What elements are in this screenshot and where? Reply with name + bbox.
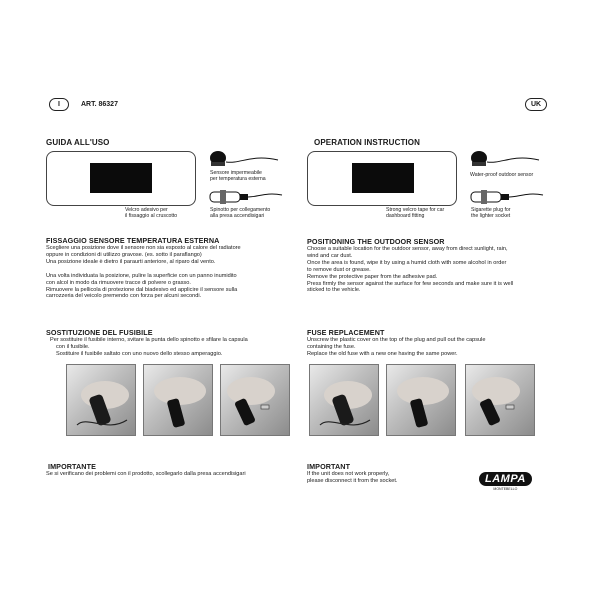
en-fix-line: wind and car dust. — [307, 252, 353, 259]
en-fix-line: Press firmly the sensor against the surface for few seconds and make sure it is well — [307, 280, 514, 287]
en-fix-text — [307, 246, 557, 294]
it-important-title: IMPORTANTE — [48, 462, 96, 471]
lang-italian-label: I — [58, 101, 60, 108]
en-sensor-caption — [470, 172, 533, 178]
it-plug-caption-line: Spinotto per collegamento — [210, 207, 271, 213]
lang-badge-english — [525, 98, 547, 111]
en-velcro-caption — [386, 207, 444, 219]
it-fix-line — [46, 266, 296, 273]
it-fix-text — [46, 245, 296, 300]
hand-photo-icon — [144, 365, 213, 436]
en-velcro-caption-line: dashboard fitting — [386, 213, 425, 220]
en-fuse-photo-2 — [386, 364, 456, 436]
en-fix-line: Remove the protective paper from the adhesive pad. — [307, 273, 438, 280]
hand-photo-icon — [310, 365, 379, 436]
it-fix-line: Una posizione ideale è dietro il paraurti anteriore, al riparo dal vento. — [46, 258, 216, 265]
en-plug-caption-line: the lighter socket — [471, 213, 511, 220]
en-fuse-line: Replace the old fuse with a new one having the same power. — [307, 350, 458, 357]
it-fix-line: oppure in condizioni di utilizzo gravose. (es. sotto il paraflango) — [46, 251, 202, 258]
it-fix-line: carrozzeria del veicolo premendo con forza per alcuni secondi. — [46, 293, 202, 300]
it-fix-line: Una volta individuata la posizione, pulire la superficie con un panno inumidito — [46, 272, 237, 279]
en-fuse-line: Unscrew the plastic cover on the top of the plug and pull out the capsule — [307, 337, 486, 343]
it-velcro-caption-line: il fissaggio al cruscotto — [125, 213, 178, 220]
it-fuse-photo-1 — [66, 364, 136, 436]
en-fix-title: POSITIONING THE OUTDOOR SENSOR — [307, 237, 445, 246]
it-fuse-title: SOSTITUZIONE DEL FUSIBILE — [46, 328, 153, 337]
it-velcro-caption-line: Velcro adesivo per — [125, 207, 168, 213]
en-fuse-photo-3 — [465, 364, 535, 436]
hand-photo-icon — [221, 365, 290, 436]
it-fix-line: con alcol in modo da rimuovere tracce di polvere o grasso. — [46, 279, 191, 286]
hand-photo-icon — [67, 365, 136, 436]
en-important-line: If the unit does not work properly, — [307, 471, 390, 477]
en-fuse-text — [307, 337, 557, 358]
lang-english-label: UK — [530, 101, 542, 108]
it-fix-line: Scegliere una posizione dove il sensore non sia esposto al calore del radiatore — [46, 245, 241, 251]
en-sensor-caption-line: Water-proof outdoor sensor — [470, 172, 534, 178]
en-fuse-photo-1 — [309, 364, 379, 436]
it-sensor-caption — [210, 170, 266, 182]
en-fix-line: sticked to the vehicle. — [307, 287, 361, 294]
it-sensor-caption-line: per temperatura esterna — [210, 176, 266, 183]
it-fix-title: FISSAGGIO SENSORE TEMPERATURA ESTERNA — [46, 236, 220, 245]
it-plug-caption-line: alla presa accendisigari — [210, 213, 265, 220]
en-plug-icon — [467, 186, 547, 208]
en-fuse-line: containing the fuse. — [307, 343, 356, 350]
en-velcro-caption-line: Strong velcro tape for car — [386, 207, 445, 213]
hand-photo-icon — [387, 365, 456, 436]
en-important-title: IMPORTANT — [307, 462, 351, 471]
it-fuse-line: con il fusibile. — [56, 343, 90, 350]
it-sensor-icon — [206, 148, 286, 172]
en-fix-line: to remove dust or grease. — [307, 266, 371, 273]
it-sensor-caption-line: Sensore impermeabile — [210, 170, 262, 176]
it-fuse-photo-2 — [143, 364, 213, 436]
lang-badge-italian — [49, 98, 69, 111]
lampa-logo-text: LAMPA — [479, 472, 532, 486]
en-device-screen — [352, 163, 414, 193]
it-plug-caption — [210, 207, 270, 219]
lampa-logo — [479, 472, 532, 491]
it-fuse-photo-3 — [220, 364, 290, 436]
en-important-line: please disconnect it from the socket. — [307, 477, 398, 484]
it-guide-title: GUIDA ALL'USO — [46, 138, 110, 147]
lampa-logo-tagline: MONTEBELLO — [493, 487, 518, 491]
it-velcro-caption — [125, 207, 177, 219]
it-device-screen — [90, 163, 152, 193]
en-fix-line: Once the area is found, wipe it by using a humid cloth with some alcohol in order — [307, 259, 507, 266]
en-plug-caption — [471, 207, 511, 219]
it-fuse-line: Sostituire il fusibile saltato con uno nuovo dello stesso amperaggio. — [56, 350, 223, 357]
article-number: ART. 86327 — [81, 101, 118, 108]
it-important-text: Se si verificano dei problemi con il prodotto, scollegarlo dalla presa accendisigari — [46, 471, 246, 477]
it-fuse-line: Per sostituire il fusibile interno, svitare la punta dello spinotto e sfilare la capsula — [50, 337, 248, 343]
en-guide-title: OPERATION INSTRUCTION — [314, 138, 420, 147]
en-sensor-icon — [467, 148, 547, 172]
en-plug-caption-line: Sigarette plug for — [471, 207, 511, 213]
en-fix-line: Choose a suitable location for the outdoor sensor, away from direct sunlight, rain, — [307, 246, 508, 252]
it-plug-icon — [206, 186, 286, 208]
en-fuse-title: FUSE REPLACEMENT — [307, 328, 385, 337]
it-fuse-text — [50, 337, 300, 358]
en-important-text — [307, 471, 397, 485]
hand-photo-icon — [466, 365, 535, 436]
it-fix-line: Rimuovere la pellicola di protezione dal biadesivo ed applicire il sensore sulla — [46, 286, 238, 293]
